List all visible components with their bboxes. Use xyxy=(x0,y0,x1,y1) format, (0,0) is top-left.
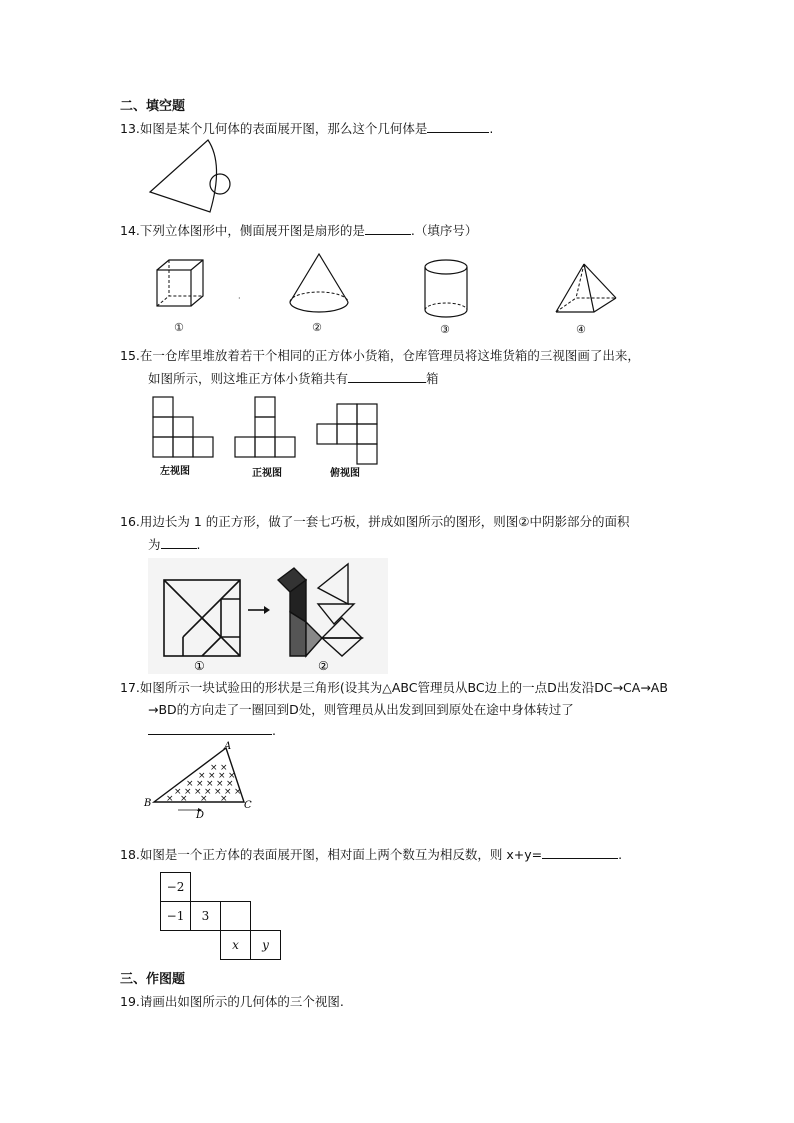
cylinder-figure xyxy=(422,258,470,322)
svg-text:×: × xyxy=(200,794,208,804)
question-13-end: . xyxy=(489,121,494,136)
answer-blank-15[interactable] xyxy=(348,370,426,383)
left-view-caption: 左视图 xyxy=(160,466,190,477)
section-heading-fill-in: 二、填空题 xyxy=(120,99,186,114)
top-view-figure xyxy=(314,402,386,472)
net-cell-empty xyxy=(220,901,251,931)
top-view-caption: 俯视图 xyxy=(330,468,360,479)
cube-figure xyxy=(155,258,207,318)
cone-figure xyxy=(288,252,350,320)
question-16-line2 xyxy=(148,536,201,553)
point-label-c: C xyxy=(244,800,252,811)
option-label-4: ④ xyxy=(576,323,586,336)
question-18-end: . xyxy=(618,847,623,862)
question-14 xyxy=(120,222,477,239)
answer-blank-16[interactable] xyxy=(161,536,197,549)
option-label-2: ② xyxy=(312,321,322,334)
svg-text:×: × xyxy=(218,771,226,781)
answer-blank-18[interactable] xyxy=(542,846,618,859)
svg-text:×: × xyxy=(216,779,224,789)
svg-text:×: × xyxy=(196,779,204,789)
svg-text:×: × xyxy=(194,787,202,797)
front-view-caption: 正视图 xyxy=(252,468,282,479)
svg-text:×: × xyxy=(206,779,214,789)
svg-text:×: × xyxy=(220,794,228,804)
net-cell-x: x xyxy=(220,930,251,960)
question-14-text: 14.下列立体图形中，侧面展开图是扇形的是 xyxy=(120,223,365,238)
svg-text:×: × xyxy=(220,763,228,773)
svg-text:×: × xyxy=(180,794,188,804)
option-label-1: ① xyxy=(174,321,184,334)
tangram-label-1: ① xyxy=(194,659,205,673)
net-cell-minus-1: −1 xyxy=(160,901,191,931)
svg-text:×: × xyxy=(234,787,242,797)
svg-text:×: × xyxy=(208,771,216,781)
svg-text:×: × xyxy=(204,787,212,797)
question-13-text: 13.如图是某个几何体的表面展开图，那么这个几何体是 xyxy=(120,121,428,136)
question-19: 19.请画出如图所示的几何体的三个视图. xyxy=(120,994,344,1009)
answer-blank-14[interactable] xyxy=(365,222,411,235)
question-16-end: . xyxy=(196,537,201,552)
svg-text:×: × xyxy=(210,763,218,773)
option-label-3: ③ xyxy=(440,323,450,336)
question-14-end: .（填序号） xyxy=(410,223,478,238)
question-17-line3 xyxy=(148,722,276,739)
svg-text:×: × xyxy=(186,779,194,789)
net-cell-minus-2: −2 xyxy=(160,872,191,902)
question-15-line2 xyxy=(148,370,439,387)
question-17-line1: 17.如图所示一块试验田的形状是三角形(设其为△ABC管理员从BC边上的一点D出发沿DC→CA→AB xyxy=(120,680,668,695)
answer-blank-13[interactable] xyxy=(427,120,489,133)
question-15-line1: 15.在一仓库里堆放着若干个相同的正方体小货箱，仓库管理员将这堆货箱的三视图画了出来， xyxy=(120,348,640,363)
section-heading-drawing: 三、作图题 xyxy=(120,972,186,987)
point-label-a: A xyxy=(224,741,232,752)
point-label-d: D xyxy=(196,810,205,821)
svg-text:×: × xyxy=(226,779,234,789)
triangle-field-figure xyxy=(140,740,260,824)
svg-text:×: × xyxy=(198,771,206,781)
net-cell-3: 3 xyxy=(190,901,221,931)
tangram-figure xyxy=(148,558,388,674)
question-17-line2: →BD的方向走了一圈回到D处，则管理员从出发到回到原处在途中身体转过了 xyxy=(148,702,574,717)
question-16-text: 为 xyxy=(148,537,161,552)
question-15-end: 箱 xyxy=(426,371,439,386)
answer-blank-17[interactable] xyxy=(148,722,272,735)
pyramid-figure xyxy=(554,262,618,318)
svg-text:×: × xyxy=(174,787,182,797)
left-view-figure xyxy=(150,394,222,460)
question-13 xyxy=(120,120,493,137)
tangram-label-2: ② xyxy=(318,659,329,673)
svg-text:×: × xyxy=(228,771,236,781)
svg-text:×: × xyxy=(214,787,222,797)
stray-dot: · xyxy=(238,294,241,303)
question-16-line1: 16.用边长为 1 的正方形，做了一套七巧板，拼成如图所示的图形，则图②中阴影部分的面积 xyxy=(120,514,630,529)
svg-text:×: × xyxy=(184,787,192,797)
sector-net-figure xyxy=(140,136,240,216)
front-view-figure xyxy=(232,394,304,460)
question-15-text: 如图所示，则这堆正方体小货箱共有 xyxy=(148,371,349,386)
question-18 xyxy=(120,846,622,863)
question-17-end: . xyxy=(272,723,276,738)
point-label-b: B xyxy=(144,798,152,809)
svg-text:×: × xyxy=(166,794,174,804)
question-18-text: 18.如图是一个正方体的表面展开图，相对面上两个数互为相反数，则 x+y= xyxy=(120,847,543,862)
net-cell-y: y xyxy=(250,930,281,960)
svg-text:×: × xyxy=(224,787,232,797)
